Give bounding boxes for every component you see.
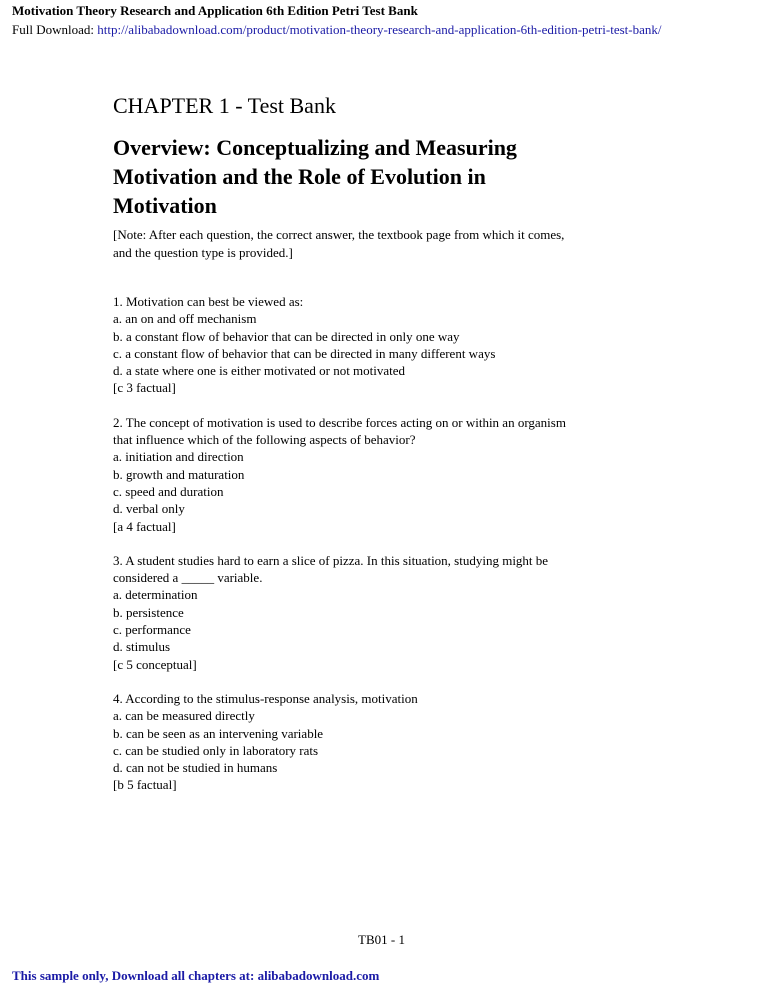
- question-text: 1. Motivation can best be viewed as:: [113, 294, 304, 309]
- answer-option: c. speed and duration: [113, 483, 224, 499]
- answer-option: b. persistence: [113, 604, 184, 620]
- question-2: [113, 414, 673, 535]
- full-download-link[interactable]: http://alibabadownload.com/product/motivation-theory-research-and-application-6th-edition-petri-test-bank/: [97, 22, 662, 37]
- answer-option: d. can not be studied in humans: [113, 760, 278, 776]
- answer-option: b. growth and maturation: [113, 466, 245, 482]
- answer-option: c. performance: [113, 622, 191, 638]
- question-1: [113, 293, 673, 397]
- answer-key: [a 4 factual]: [113, 518, 176, 534]
- chapter-title: CHAPTER 1 - Test Bank: [113, 93, 336, 118]
- note-line: [Note: After each question, the correct answer, the textbook page from which it comes,: [113, 227, 565, 242]
- page-content: [113, 93, 673, 811]
- note-line: and the question type is provided.]: [113, 244, 293, 260]
- question-text: 2. The concept of motivation is used to describe forces acting on or within an organism: [113, 414, 566, 430]
- overview-title-line: Motivation: [113, 193, 217, 218]
- answer-option: a. can be measured directly: [113, 708, 255, 724]
- question-text: considered a _____ variable.: [113, 570, 263, 586]
- footer-download-link[interactable]: This sample only, Download all chapters at: alibabadownload.com: [12, 968, 380, 983]
- question-3: [113, 552, 673, 673]
- answer-option: c. a constant flow of behavior that can be directed in many different ways: [113, 345, 496, 361]
- answer-option: a. determination: [113, 587, 198, 603]
- page-number: TB01 - 1: [358, 932, 405, 947]
- question-text: 3. A student studies hard to earn a slice of pizza. In this situation, studying might be: [113, 552, 549, 568]
- answer-option: b. a constant flow of behavior that can be directed in only one way: [113, 328, 460, 344]
- overview-title-line: Overview: Conceptualizing and Measuring: [113, 135, 517, 160]
- answer-option: c. can be studied only in laboratory rats: [113, 742, 319, 758]
- answer-option: a. an on and off mechanism: [113, 311, 257, 327]
- answer-option: b. can be seen as an intervening variable: [113, 725, 324, 741]
- answer-key: [c 5 conceptual]: [113, 656, 197, 672]
- question-4: [113, 690, 673, 794]
- answer-key: [c 3 factual]: [113, 380, 176, 396]
- question-text: 4. According to the stimulus-response analysis, motivation: [113, 690, 418, 706]
- instructions-note: [113, 226, 673, 261]
- answer-option: d. stimulus: [113, 639, 171, 655]
- answer-key: [b 5 factual]: [113, 777, 177, 793]
- full-download-label: Full Download:: [12, 22, 98, 37]
- full-download-line: [12, 22, 661, 38]
- document-header-title: Motivation Theory Research and Application 6th Edition Petri Test Bank: [12, 3, 418, 18]
- question-text: that influence which of the following aspects of behavior?: [113, 432, 416, 448]
- answer-option: d. verbal only: [113, 501, 185, 517]
- answer-option: a. initiation and direction: [113, 449, 244, 465]
- answer-option: d. a state where one is either motivated or not motivated: [113, 363, 406, 379]
- overview-title-line: Motivation and the Role of Evolution in: [113, 164, 486, 189]
- overview-title: [113, 133, 673, 220]
